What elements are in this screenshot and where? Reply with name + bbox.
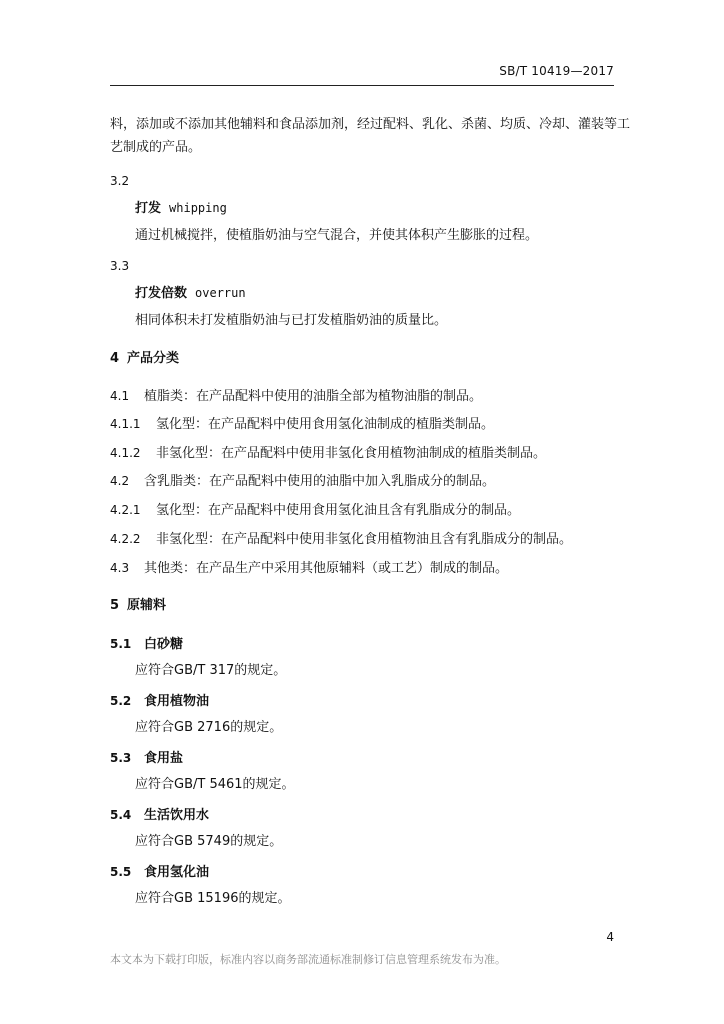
intro-line-2: 艺制成的产品。 (110, 140, 202, 155)
clause-title: 食用氢化油 (144, 865, 210, 880)
download-disclaimer: 本文本为下载打印版，标准内容以商务部流通标准制修订信息管理系统发布为准。 (110, 953, 506, 966)
clause-4-3 (110, 560, 508, 577)
clause-number: 4.2.2 (110, 532, 141, 546)
term-overrun (135, 285, 246, 302)
clause-text: 植脂类：在产品配料中使用的油脂全部为植物油脂的制品。 (144, 389, 483, 404)
clause-number: 4.2 (110, 474, 130, 488)
clause-4-2 (110, 473, 495, 490)
term-overrun-cn: 打发倍数 (135, 286, 188, 301)
clause-number: 5.1 (110, 637, 132, 651)
standard-code: SB/T 10419—2017 (499, 64, 614, 78)
clause-5-5-heading (110, 864, 209, 881)
clause-text: 氢化型：在产品配料中使用食用氢化油制成的植脂类制品。 (156, 417, 495, 432)
clause-5-1-text: 应符合GB/T 317的规定。 (135, 663, 287, 678)
section-3-2-number: 3.2 (110, 174, 130, 188)
term-overrun-en: overrun (195, 286, 246, 300)
clause-4-1-1 (110, 416, 494, 433)
clause-5-2-text: 应符合GB 2716的规定。 (135, 720, 283, 735)
section-5-heading (110, 598, 166, 614)
clause-5-2-heading (110, 693, 209, 710)
clause-number: 5.3 (110, 751, 132, 765)
section-3-3-number: 3.3 (110, 259, 130, 273)
clause-5-5-text: 应符合GB 15196的规定。 (135, 891, 291, 906)
clause-5-3-heading (110, 750, 183, 767)
clause-number: 4.1 (110, 389, 130, 403)
term-whipping-en: whipping (169, 201, 227, 215)
term-whipping-definition: 通过机械搅拌，使植脂奶油与空气混合，并使其体积产生膨胀的过程。 (135, 228, 539, 243)
clause-title: 食用盐 (144, 751, 184, 766)
clause-text: 其他类：在产品生产中采用其他原辅料（或工艺）制成的制品。 (144, 561, 509, 576)
clause-title: 食用植物油 (144, 694, 210, 709)
clause-number: 4.1.1 (110, 417, 141, 431)
clause-number: 4.1.2 (110, 446, 141, 460)
clause-4-1 (110, 388, 482, 405)
clause-5-4-heading (110, 807, 209, 824)
clause-number: 4.3 (110, 561, 130, 575)
clause-4-2-2 (110, 531, 572, 548)
clause-text: 氢化型：在产品配料中使用食用氢化油且含有乳脂成分的制品。 (156, 503, 521, 518)
section-4-number: 4 (110, 351, 120, 366)
section-5-number: 5 (110, 598, 120, 613)
clause-number: 5.4 (110, 808, 132, 822)
clause-5-4-text: 应符合GB 5749的规定。 (135, 834, 283, 849)
clause-5-3-text: 应符合GB/T 5461的规定。 (135, 777, 295, 792)
clause-number: 5.2 (110, 694, 132, 708)
term-whipping-cn: 打发 (135, 201, 162, 216)
term-overrun-definition: 相同体积未打发植脂奶油与已打发植脂奶油的质量比。 (135, 313, 448, 328)
clause-number: 5.5 (110, 865, 132, 879)
clause-text: 非氢化型：在产品配料中使用非氢化食用植物油制成的植脂类制品。 (156, 446, 547, 461)
clause-5-1-heading (110, 636, 183, 653)
section-4-title: 产品分类 (127, 351, 180, 366)
page-number: 4 (606, 930, 614, 944)
header-divider (110, 85, 614, 86)
section-4-heading (110, 351, 179, 367)
clause-text: 含乳脂类：在产品配料中使用的油脂中加入乳脂成分的制品。 (144, 474, 496, 489)
clause-title: 白砂糖 (144, 637, 184, 652)
clause-number: 4.2.1 (110, 503, 141, 517)
clause-text: 非氢化型：在产品配料中使用非氢化食用植物油且含有乳脂成分的制品。 (156, 532, 573, 547)
intro-line-1: 料，添加或不添加其他辅料和食品添加剂，经过配料、乳化、杀菌、均质、冷却、灌装等工 (110, 117, 631, 132)
clause-4-2-1 (110, 502, 520, 519)
term-whipping (135, 200, 227, 217)
clause-title: 生活饮用水 (144, 808, 210, 823)
section-5-title: 原辅料 (127, 598, 167, 613)
clause-4-1-2 (110, 445, 546, 462)
